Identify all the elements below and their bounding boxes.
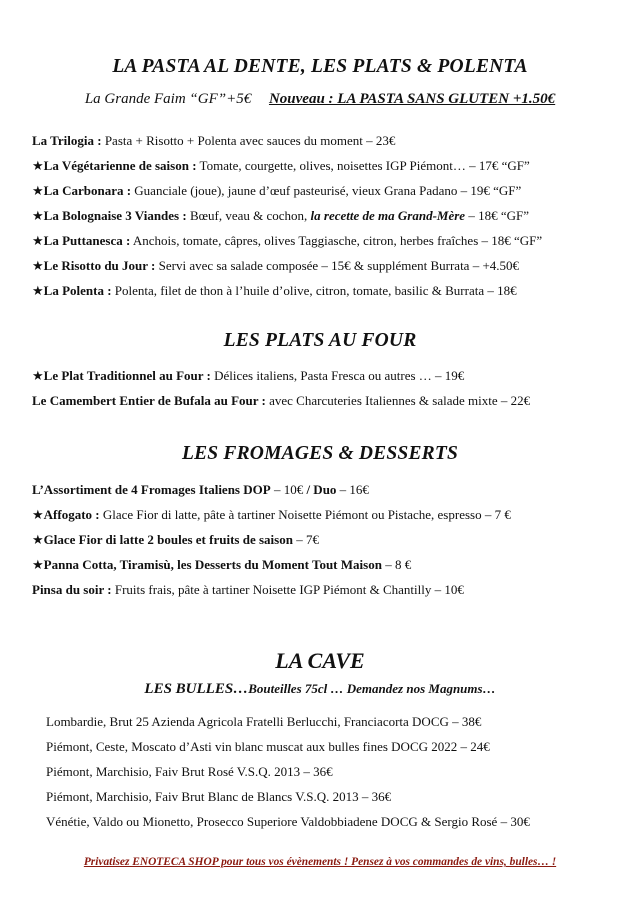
item-desc: Fruits frais, pâte à tartiner Noisette IGP Piémont & Chantilly – 10€ — [111, 582, 464, 597]
menu-item — [32, 582, 464, 598]
star-icon: ★ — [32, 233, 44, 248]
wine-item: Piémont, Marchisio, Faiv Brut Rosé V.S.Q. 2013 – 36€ — [46, 764, 333, 779]
item-desc: Glace Fior di latte, pâte à tartiner Noisette Piémont ou Pistache, espresso – 7 € — [99, 507, 511, 522]
item-desc: – 7€ — [292, 532, 319, 547]
section-title-desserts: LES FROMAGES & DESSERTS — [181, 443, 459, 464]
item-name: La Puttanesca : — [43, 233, 131, 248]
menu-item — [32, 368, 464, 384]
star-icon: ★ — [32, 368, 44, 383]
gluten-free-note: Nouveau : LA PASTA SANS GLUTEN +1.50€ — [268, 91, 556, 107]
item-emphasis: la recette de ma Grand-Mère — [310, 208, 466, 223]
section-title-pasta: LA PASTA AL DENTE, LES PLATS & POLENTA — [112, 56, 528, 77]
star-icon: ★ — [32, 208, 44, 223]
bulles-subtitle: Bouteilles 75cl … Demandez nos Magnums… — [248, 681, 496, 696]
item-name: La Bolognaise 3 Viandes : — [43, 208, 187, 223]
item-desc: – 10€ — [270, 482, 307, 497]
menu-item — [32, 133, 395, 149]
item-desc: Guanciale (joue), jaune d’œuf pasteurisé, vieux Grana Padano – 19€ “GF” — [131, 183, 522, 198]
item-desc: Délices italiens, Pasta Fresca ou autres … – 19€ — [210, 368, 465, 383]
menu-item — [32, 283, 517, 299]
item-name: Glace Fior di latte 2 boules et fruits de saison — [43, 532, 293, 547]
menu-item — [32, 557, 411, 573]
wine-item: Piémont, Ceste, Moscato d’Asti vin blanc muscat aux bulles fines DOCG 2022 – 24€ — [46, 739, 490, 754]
item-name: Le Camembert Entier de Bufala au Four : — [32, 393, 266, 408]
item-desc: Polenta, filet de thon à l’huile d’olive, citron, tomate, basilic & Burrata – 18€ — [111, 283, 517, 298]
item-name: La Carbonara : — [43, 183, 132, 198]
item-desc: Tomate, courgette, olives, noisettes IGP Piémont… – 17€ “GF” — [196, 158, 530, 173]
item-desc: Anchois, tomate, câpres, olives Taggiasche, citron, herbes fraîches – 18€ “GF” — [130, 233, 543, 248]
section-title-four: LES PLATS AU FOUR — [223, 330, 417, 351]
star-icon: ★ — [32, 158, 44, 173]
star-icon: ★ — [32, 532, 44, 547]
footer-note: Privatisez ENOTECA SHOP pour tous vos évènements ! Pensez à vos commandes de vins, bulles… ! — [83, 856, 557, 868]
wine-item: Lombardie, Brut 25 Azienda Agricola Fratelli Berlucchi, Franciacorta DOCG – 38€ — [46, 714, 482, 729]
menu-item — [32, 233, 542, 249]
star-icon: ★ — [32, 507, 44, 522]
star-icon: ★ — [32, 183, 44, 198]
item-name: Pinsa du soir : — [32, 582, 112, 597]
item-name: Le Plat Traditionnel au Four : — [43, 368, 211, 383]
menu-item — [32, 208, 529, 224]
menu-item — [32, 258, 519, 274]
wine-item: Vénétie, Valdo ou Mionetto, Prosecco Superiore Valdobbiadene DOCG & Sergio Rosé – 30€ — [46, 814, 530, 829]
item-name: La Polenta : — [43, 283, 112, 298]
item-desc: avec Charcuteries Italiennes & salade mixte – 22€ — [265, 393, 531, 408]
menu-item — [32, 532, 319, 548]
item-desc: Pasta + Risotto + Polenta avec sauces du moment – 23€ — [101, 133, 396, 148]
menu-item — [32, 482, 369, 498]
bulles-title: LES BULLES… — [144, 681, 249, 697]
menu-item — [32, 183, 521, 199]
item-name: Panna Cotta, Tiramisù, les Desserts du Moment Tout Maison — [43, 557, 382, 572]
menu-item — [32, 393, 530, 409]
item-desc: Servi avec sa salade composée – 15€ & supplément Burrata – +4.50€ — [155, 258, 520, 273]
item-name: La Végétarienne de saison : — [43, 158, 197, 173]
wine-item: Piémont, Marchisio, Faiv Brut Blanc de Blancs V.S.Q. 2013 – 36€ — [46, 789, 392, 804]
menu-item — [32, 158, 530, 174]
item-price: – 16€ — [336, 482, 369, 497]
item-name-duo: / Duo — [306, 482, 337, 497]
star-icon: ★ — [32, 258, 44, 273]
item-price: – 18€ “GF” — [465, 208, 529, 223]
item-name: L’Assortiment de 4 Fromages Italiens DOP — [32, 482, 271, 497]
section-title-cave: LA CAVE — [275, 648, 365, 673]
menu-item — [32, 507, 511, 523]
pasta-subtitle — [0, 91, 640, 108]
item-desc: Bœuf, veau & cochon, — [186, 208, 311, 223]
item-name: Affogato : — [43, 507, 100, 522]
star-icon: ★ — [32, 283, 44, 298]
bulles-heading — [0, 681, 640, 698]
item-name: La Trilogia : — [32, 133, 102, 148]
grande-faim-note: La Grande Faim “GF”+5€ — [84, 91, 252, 107]
item-desc: – 8 € — [381, 557, 412, 572]
item-name: Le Risotto du Jour : — [43, 258, 156, 273]
star-icon: ★ — [32, 557, 44, 572]
